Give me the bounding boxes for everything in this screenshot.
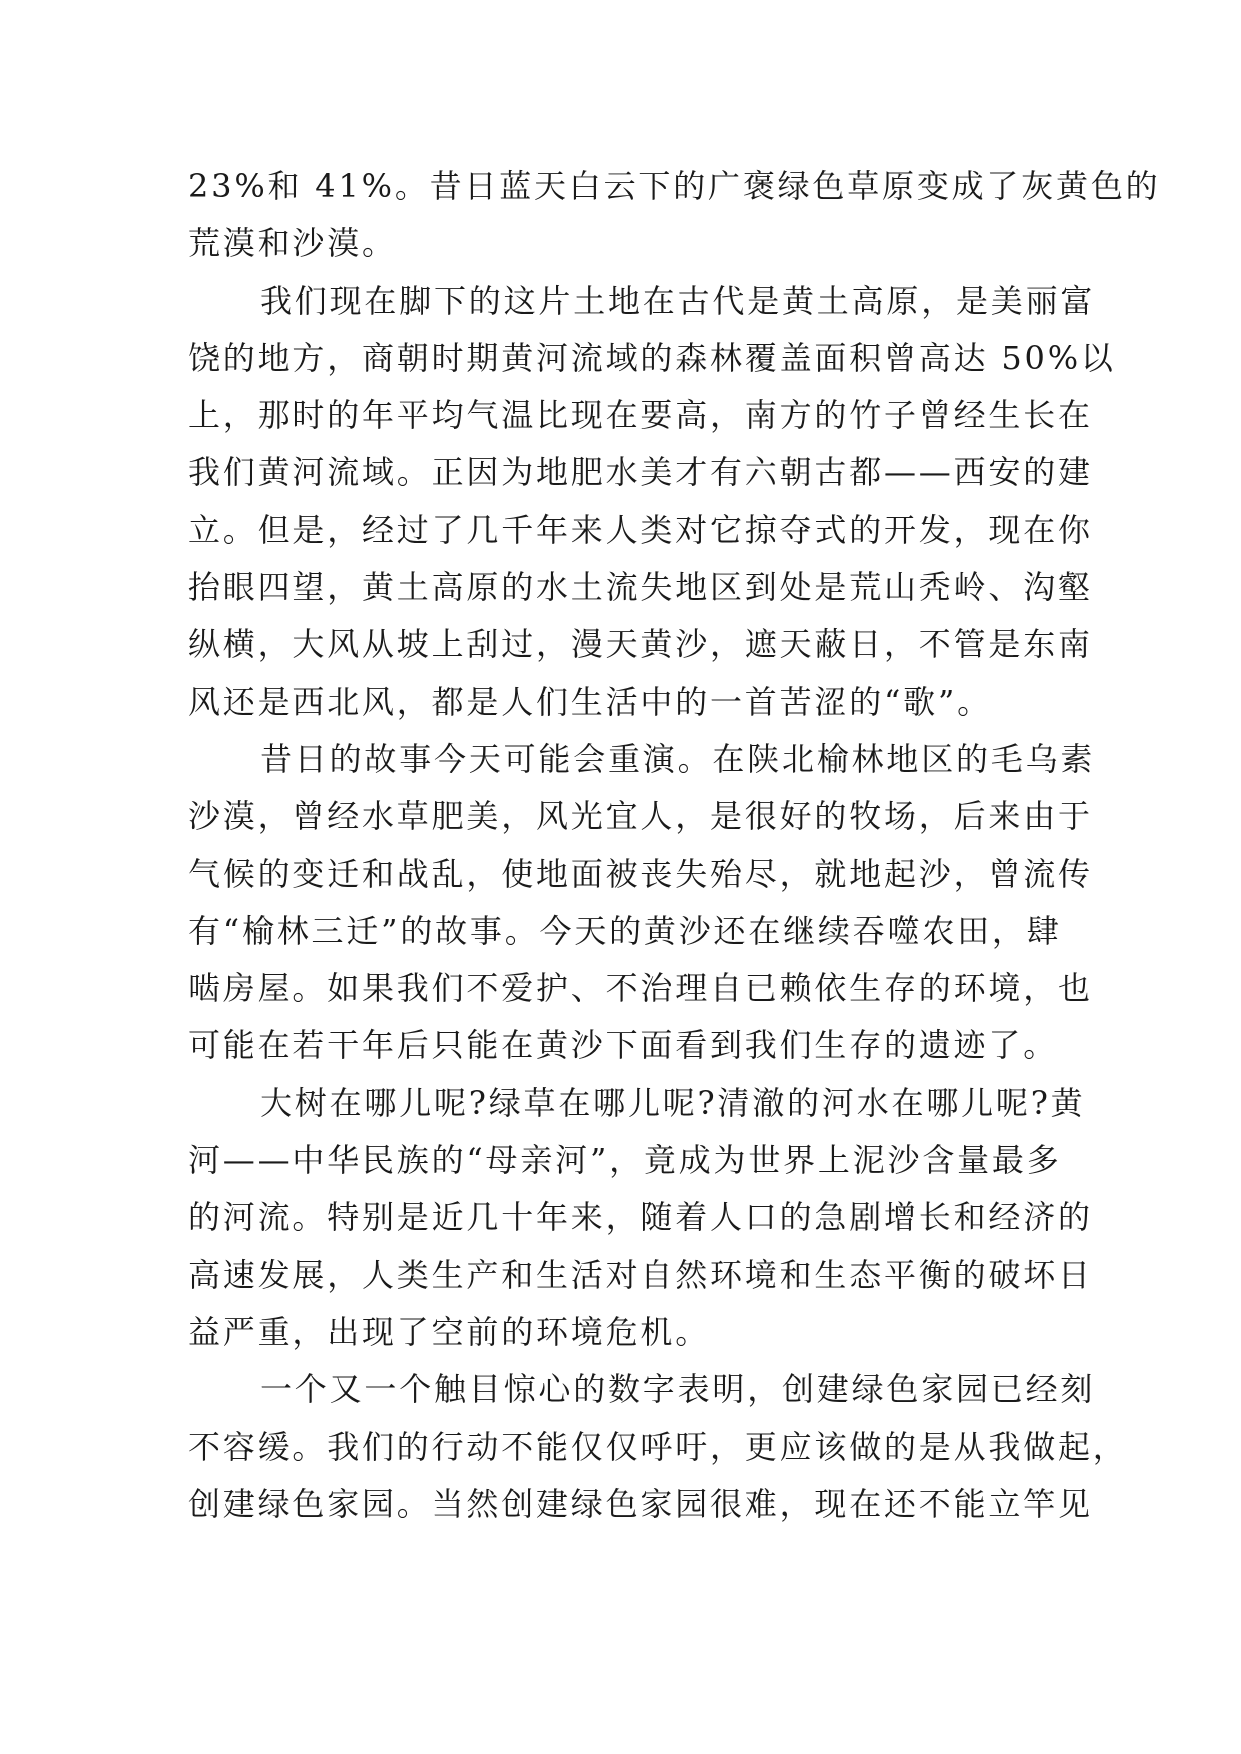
paragraph-4-line-3: 的河流。特别是近几十年来，随着人口的急剧增长和经济的 [188, 1198, 1093, 1237]
paragraph-4-line-2: 河——中华民族的“母亲河”，竟成为世界上泥沙含量最多 [188, 1141, 1062, 1180]
paragraph-4-line-1: 大树在哪儿呢?绿草在哪儿呢?清澈的河水在哪儿呢?黄 [260, 1083, 1086, 1122]
document-body [188, 158, 1161, 1533]
paragraph-2-line-5: 立。但是，经过了几千年来人类对它掠夺式的开发，现在你 [188, 510, 1093, 549]
paragraph-1-line-1: 23%和 41%。昔日蓝天白云下的广褒绿色草原变成了灰黄色的 [188, 167, 1161, 205]
paragraph-3-line-3: 气候的变迁和战乱，使地面被丧失殆尽，就地起沙，曾流传 [188, 854, 1093, 893]
paragraph-3-line-6: 可能在若干年后只能在黄沙下面看到我们生存的遗迹了。 [188, 1026, 1059, 1065]
paragraph-2-line-3: 上，那时的年平均气温比现在要高，南方的竹子曾经生长在 [188, 396, 1093, 435]
paragraph-3-line-4: 有“榆林三迁”的故事。今天的黄沙还在继续吞噬农田，肆 [188, 911, 1062, 950]
paragraph-2-line-4: 我们黄河流域。正因为地肥水美才有六朝古都——西安的建 [188, 453, 1093, 492]
paragraph-2-line-2: 饶的地方，商朝时期黄河流域的森林覆盖面积曾高达 50%以 [188, 338, 1116, 377]
paragraph-2-line-8: 风还是西北风，都是人们生活中的一首苦涩的“歌”。 [188, 682, 992, 721]
paragraph-3-line-5: 啮房屋。如果我们不爱护、不治理自已赖依生存的环境，也 [188, 969, 1093, 1008]
paragraph-5-line-3: 创建绿色家园。当然创建绿色家园很难，现在还不能立竿见 [188, 1484, 1093, 1523]
paragraph-3-line-1: 昔日的故事今天可能会重演。在陕北榆林地区的毛乌素 [260, 739, 1096, 778]
paragraph-3-line-2: 沙漠，曾经水草肥美，风光宜人，是很好的牧场，后来由于 [188, 797, 1093, 836]
paragraph-5-line-2: 不容缓。我们的行动不能仅仅呼吁，更应该做的是从我做起， [188, 1427, 1128, 1466]
paragraph-2-line-7: 纵横，大风从坡上刮过，漫天黄沙，遮天蔽日，不管是东南 [188, 625, 1093, 664]
paragraph-1-line-2: 荒漠和沙漠。 [188, 224, 397, 263]
paragraph-4-line-4: 高速发展，人类生产和生活对自然环境和生态平衡的破坏日 [188, 1255, 1093, 1294]
paragraph-2-line-1: 我们现在脚下的这片土地在古代是黄土高原，是美丽富 [260, 281, 1096, 320]
paragraph-5-line-1: 一个又一个触目惊心的数字表明，创建绿色家园已经刻 [260, 1370, 1096, 1409]
paragraph-2-line-6: 抬眼四望，黄土高原的水土流失地区到处是荒山秃岭、沟壑 [188, 568, 1093, 607]
paragraph-4-line-5: 益严重，出现了空前的环境危机。 [188, 1312, 711, 1351]
